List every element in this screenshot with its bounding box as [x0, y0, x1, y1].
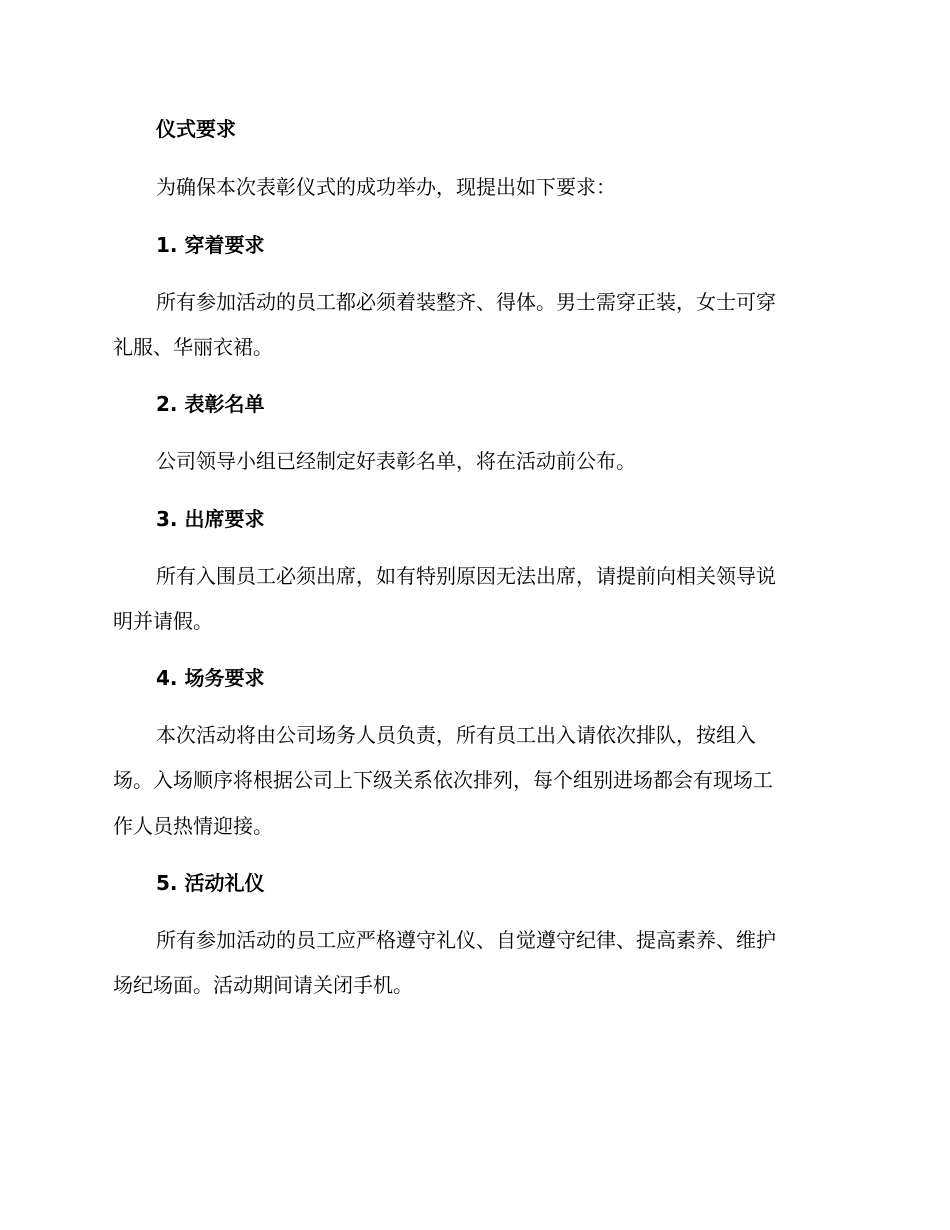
paragraph-line: 所有入围员工必须出席，如有特别原因无法出席，请提前向相关领导说 [156, 564, 776, 588]
section-heading: 1. 穿着要求 [156, 233, 265, 257]
paragraph-line: 场纪场面。活动期间请关闭手机。 [113, 973, 413, 997]
paragraph-line: 明并请假。 [113, 609, 213, 633]
document-title: 仪式要求 [156, 117, 236, 141]
intro-paragraph: 为确保本次表彰仪式的成功举办，现提出如下要求： [156, 175, 616, 199]
paragraph-line: 所有参加活动的员工都必须着装整齐、得体。男士需穿正装，女士可穿 [156, 290, 776, 314]
section-heading: 3. 出席要求 [156, 507, 265, 531]
paragraph-line: 本次活动将由公司场务人员负责，所有员工出入请依次排队，按组入 [156, 723, 756, 747]
paragraph-line: 礼服、华丽衣裙。 [113, 335, 273, 359]
paragraph-line: 作人员热情迎接。 [113, 814, 273, 838]
paragraph-line: 所有参加活动的员工应严格遵守礼仪、自觉遵守纪律、提高素养、维护 [156, 928, 776, 952]
section-heading: 2. 表彰名单 [156, 392, 265, 416]
paragraph-line: 场。入场顺序将根据公司上下级关系依次排列，每个组别进场都会有现场工 [113, 768, 773, 792]
section-heading: 4. 场务要求 [156, 666, 265, 690]
paragraph-line: 公司领导小组已经制定好表彰名单，将在活动前公布。 [156, 449, 636, 473]
section-heading: 5. 活动礼仪 [156, 871, 265, 895]
